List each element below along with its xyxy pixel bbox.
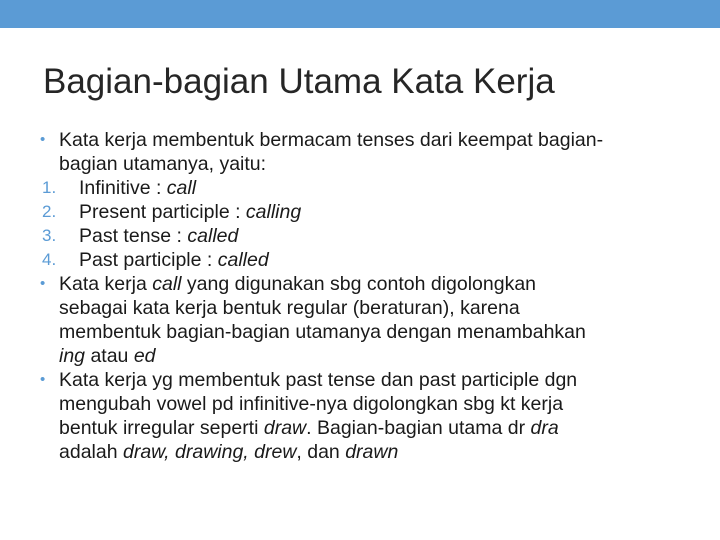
form-value: call xyxy=(166,177,197,199)
bullet-intro xyxy=(40,128,683,176)
intro-line-2: bagian utamanya, yaitu: xyxy=(59,153,267,175)
bullet-marker: • xyxy=(40,371,46,388)
text-run: , dan xyxy=(296,441,346,463)
italic-term: ing xyxy=(59,345,86,367)
irregular-line-2: mengubah vowel pd infinitive-nya digolongkan sbg kt kerja xyxy=(59,393,564,415)
text-run: yang digunakan sbg contoh digolongkan xyxy=(181,273,537,295)
italic-term: dra xyxy=(530,417,559,439)
italic-term: call xyxy=(152,273,182,295)
text-run: adalah xyxy=(59,441,123,463)
regular-line-1 xyxy=(59,272,683,296)
slide-title: Bagian-bagian Utama Kata Kerja xyxy=(43,62,555,101)
form-label: Past tense : xyxy=(79,225,188,247)
list-number: 4. xyxy=(42,250,57,269)
form-value: calling xyxy=(245,201,302,223)
form-value: called xyxy=(217,249,269,271)
bullet-marker: • xyxy=(40,275,46,292)
italic-term: draw xyxy=(263,417,307,439)
intro-line-1: Kata kerja membentuk bermacam tenses dari keempat bagian- xyxy=(59,129,604,151)
regular-line-3: membentuk bagian-bagian utamanya dengan menambahkan xyxy=(59,321,586,343)
form-label: Past participle : xyxy=(79,249,218,271)
text-run: Kata kerja xyxy=(59,273,153,295)
slide-header-bar xyxy=(0,0,720,28)
text-run: atau xyxy=(85,345,134,367)
list-number: 3. xyxy=(42,226,57,245)
list-number: 1. xyxy=(42,178,57,197)
form-item-4 xyxy=(43,248,683,272)
form-item-3 xyxy=(43,224,683,248)
list-number: 2. xyxy=(42,202,57,221)
form-value: called xyxy=(187,225,239,247)
slide-body xyxy=(40,128,683,464)
form-item-1 xyxy=(43,176,683,200)
italic-term: drawn xyxy=(345,441,399,463)
regular-line-4 xyxy=(59,344,683,368)
form-label: Present participle : xyxy=(79,201,246,223)
irregular-line-4 xyxy=(59,440,683,464)
bullet-regular xyxy=(40,272,683,368)
bullet-marker: • xyxy=(40,131,46,148)
italic-term: ed xyxy=(133,345,156,367)
text-run: . Bagian-bagian utama dr xyxy=(306,417,531,439)
bullet-irregular xyxy=(40,368,683,464)
italic-term: draw, drawing, drew xyxy=(122,441,297,463)
irregular-line-1: Kata kerja yg membentuk past tense dan past participle dgn xyxy=(59,369,578,391)
regular-line-2: sebagai kata kerja bentuk regular (beraturan), karena xyxy=(59,297,520,319)
irregular-line-3 xyxy=(59,416,683,440)
form-item-2 xyxy=(43,200,683,224)
text-run: bentuk irregular seperti xyxy=(59,417,264,439)
form-label: Infinitive : xyxy=(79,177,167,199)
